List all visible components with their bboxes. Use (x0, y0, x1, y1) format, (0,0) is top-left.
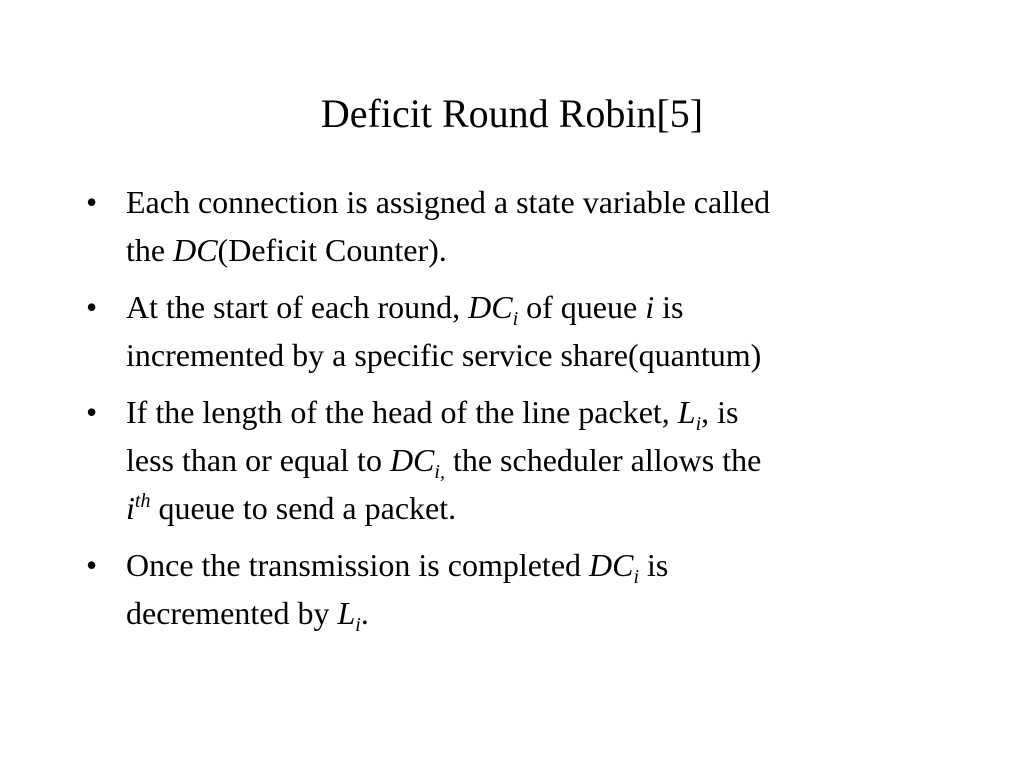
italic-term-l: L (677, 394, 696, 430)
bullet-marker: • (86, 394, 98, 430)
italic-term-dc: DC (389, 442, 435, 478)
subscript-i: i (512, 308, 519, 330)
bullet-line (126, 226, 946, 274)
subscript-i: i (695, 413, 702, 435)
bullet-text: , is (701, 394, 739, 430)
bullet-text: the (126, 232, 174, 268)
bullet-text: incremented by a specific service share(quantum) (126, 337, 762, 373)
bullet-list (86, 178, 946, 646)
bullet-line (126, 436, 946, 484)
bullet-item-decrement (86, 541, 946, 637)
bullet-marker: • (86, 184, 98, 220)
bullet-line (126, 178, 946, 226)
bullet-text: is (654, 289, 684, 325)
bullet-text: Once the transmission is completed (126, 547, 590, 583)
italic-term-i: i (645, 289, 655, 325)
bullet-line (126, 541, 946, 589)
subscript-i: i, (434, 461, 445, 483)
bullet-text: the scheduler allows the (444, 442, 762, 478)
bullet-item-packet-length (86, 388, 946, 532)
bullet-text: less than or equal to (126, 442, 390, 478)
bullet-marker: • (86, 547, 98, 583)
subscript-i: i (355, 614, 361, 636)
bullet-text: (Deficit Counter). (217, 232, 447, 268)
italic-term-dc: DC (173, 232, 218, 268)
bullet-text: of queue (518, 289, 646, 325)
italic-term-l: L (337, 595, 356, 631)
bullet-line (126, 388, 946, 436)
bullet-item-dc-definition (86, 178, 946, 274)
bullet-text: If the length of the head of the line packet, (126, 394, 678, 430)
bullet-line (126, 331, 946, 379)
bullet-line (126, 283, 946, 331)
bullet-marker: • (86, 289, 98, 325)
bullet-text: At the start of each round, (126, 289, 469, 325)
bullet-line (126, 589, 946, 637)
bullet-text: . (360, 595, 369, 631)
italic-term-dc: DC (589, 547, 634, 583)
bullet-line (126, 484, 946, 532)
bullet-text: queue to send a packet. (150, 490, 457, 526)
subscript-i: i (633, 566, 640, 588)
bullet-item-round-start (86, 283, 946, 379)
superscript-th: th (134, 490, 151, 512)
bullet-text: is (639, 547, 669, 583)
slide-title: Deficit Round Robin[5] (320, 91, 704, 136)
bullet-text: decremented by (126, 595, 338, 631)
italic-term-dc: DC (468, 289, 513, 325)
bullet-text: Each connection is assigned a state variable called (126, 184, 771, 220)
italic-term-i: i (126, 490, 135, 526)
